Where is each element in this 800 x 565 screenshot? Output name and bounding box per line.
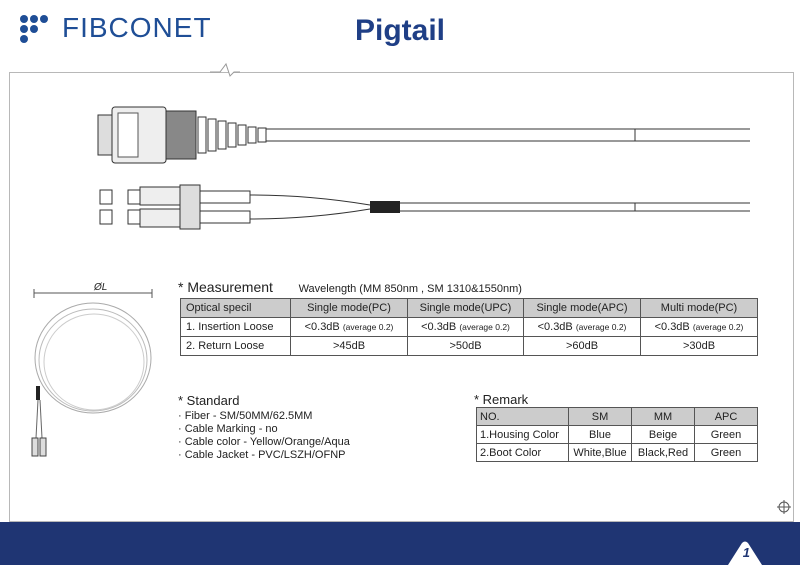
table-header-row bbox=[181, 299, 758, 318]
table-cell: <0.3dB (average 0.2) bbox=[291, 318, 408, 337]
crosshair-icon bbox=[777, 500, 791, 514]
page-number: 1 bbox=[742, 545, 750, 560]
wavelength-note: Wavelength (MM 850nm , SM 1310&1550nm) bbox=[298, 283, 522, 295]
column-header: MM bbox=[632, 408, 695, 426]
column-header: Single mode(UPC) bbox=[408, 299, 524, 318]
frame-break-mark bbox=[210, 62, 240, 80]
table-cell: Beige bbox=[632, 426, 695, 444]
table-cell: <0.3dB (average 0.2) bbox=[408, 318, 524, 337]
table-cell: >30dB bbox=[641, 337, 758, 356]
table-cell: White,Blue bbox=[569, 444, 632, 462]
table-row bbox=[181, 318, 758, 337]
column-header: Single mode(PC) bbox=[291, 299, 408, 318]
column-header: NO. bbox=[477, 408, 569, 426]
standard-heading: * Standard bbox=[178, 393, 240, 408]
row-label: 1.Housing Color bbox=[477, 426, 569, 444]
table-row bbox=[477, 444, 758, 462]
table-cell: Blue bbox=[569, 426, 632, 444]
table-row bbox=[477, 426, 758, 444]
remark-table bbox=[476, 407, 758, 462]
row-label: 2.Boot Color bbox=[477, 444, 569, 462]
sc-connector-drawing bbox=[98, 107, 750, 163]
column-header: Multi mode(PC) bbox=[641, 299, 758, 318]
list-item: · Cable Marking - no bbox=[178, 423, 278, 435]
connector-drawing bbox=[90, 95, 770, 235]
table-cell: >50dB bbox=[408, 337, 524, 356]
dimension-label: ØL bbox=[94, 282, 108, 293]
column-header: Optical specil bbox=[181, 299, 291, 318]
lc-duplex-connector-drawing bbox=[100, 185, 750, 229]
table-cell: >60dB bbox=[524, 337, 641, 356]
row-label: 1. Insertion Loose bbox=[181, 318, 291, 337]
table-cell: Black,Red bbox=[632, 444, 695, 462]
column-header: APC bbox=[695, 408, 758, 426]
remark-heading: * Remark bbox=[474, 392, 529, 407]
coiled-cable-drawing bbox=[28, 288, 168, 468]
table-cell: Green bbox=[695, 444, 758, 462]
table-cell: <0.3dB (average 0.2) bbox=[524, 318, 641, 337]
table-cell: <0.3dB (average 0.2) bbox=[641, 318, 758, 337]
measurement-heading bbox=[178, 279, 522, 295]
list-item: · Cable Jacket - PVC/LSZH/OFNP bbox=[178, 449, 346, 461]
table-row bbox=[181, 337, 758, 356]
brand-name: FIBCONET bbox=[62, 12, 212, 43]
table-header-row bbox=[477, 408, 758, 426]
footer-bar bbox=[0, 522, 800, 565]
measurement-title: * Measurement bbox=[178, 279, 273, 295]
table-cell: Green bbox=[695, 426, 758, 444]
list-item: · Fiber - SM/50MM/62.5MM bbox=[178, 410, 313, 422]
standard-list bbox=[178, 410, 350, 462]
list-item: · Cable color - Yellow/Orange/Aqua bbox=[178, 436, 350, 448]
row-label: 2. Return Loose bbox=[181, 337, 291, 356]
column-header: Single mode(APC) bbox=[524, 299, 641, 318]
table-cell: >45dB bbox=[291, 337, 408, 356]
measurement-table bbox=[180, 298, 758, 356]
standard-section bbox=[178, 393, 350, 462]
column-header: SM bbox=[569, 408, 632, 426]
page-title: Pigtail bbox=[354, 14, 445, 47]
